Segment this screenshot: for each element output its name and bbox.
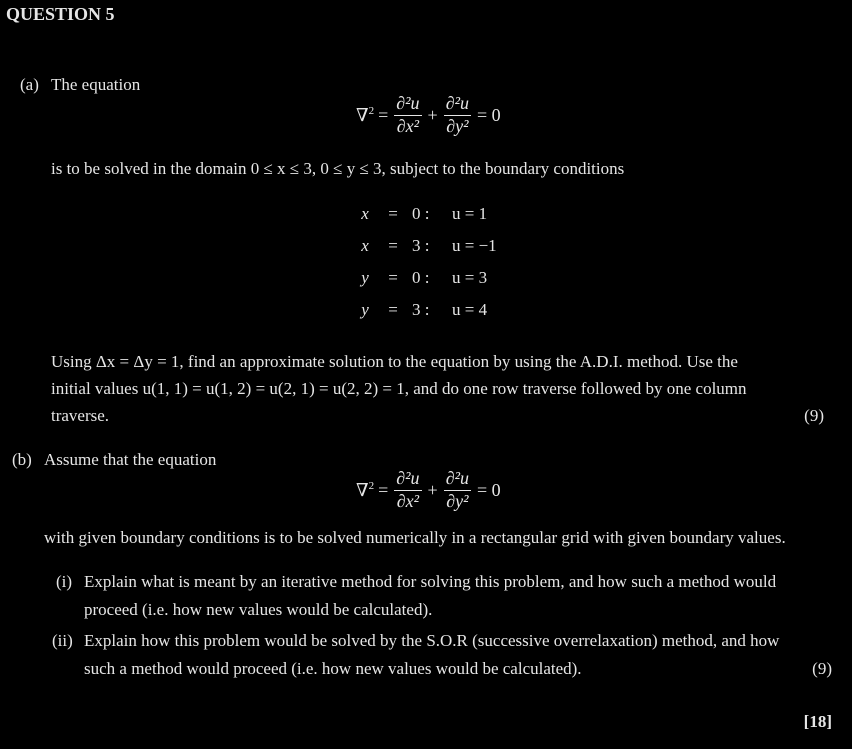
boundary-condition-var: y bbox=[361, 299, 369, 319]
total-marks: [18] bbox=[803, 712, 832, 731]
boundary-condition-val: 3 : bbox=[412, 235, 430, 255]
part-b-sub-ii-line1: Explain how this problem would be solved by the S.O.R (successive overrelaxation) method, and how bbox=[84, 631, 780, 650]
part-a-instructions-line1: Using Δx = Δy = 1, find an approximate solution to the equation by using the A.D.I. method. Use the bbox=[51, 352, 738, 371]
nabla-symbol: ∇$^2$ bbox=[356, 479, 375, 500]
boundary-condition-row bbox=[356, 230, 532, 262]
question-title: QUESTION 5 bbox=[6, 4, 115, 24]
fraction-d2u-dy2: $\frac{\text{∂²u}}{\text{∂y²}}$ bbox=[445, 468, 469, 511]
part-a-domain-text: is to be solved in the domain 0 ≤ x ≤ 3, 0 ≤ y ≤ 3, subject to the boundary conditions bbox=[51, 159, 625, 178]
boundary-condition-eq: = bbox=[388, 267, 398, 287]
boundary-condition-val: 3 : bbox=[412, 299, 430, 319]
boundary-condition-eq: = bbox=[388, 235, 398, 255]
part-a-label: (a) bbox=[20, 75, 39, 94]
part-b-sub-i-line1: Explain what is meant by an iterative method for solving this problem, and how such a method would bbox=[84, 572, 777, 591]
fraction-d2u-dy2: $\frac{\text{∂²u}}{\text{∂y²}}$ bbox=[445, 93, 469, 136]
boundary-condition-row bbox=[356, 262, 532, 294]
part-b-sub-ii-line2: such a method would proceed (i.e. how new values would be calculated). bbox=[84, 659, 582, 678]
part-b-sub-i-label: (i) bbox=[56, 572, 73, 591]
boundary-condition-cond: u = 4 bbox=[452, 299, 488, 319]
boundary-condition-var: x bbox=[361, 235, 369, 255]
boundary-condition-row bbox=[356, 198, 532, 230]
part-b-intro: Assume that the equation bbox=[44, 450, 217, 469]
boundary-condition-eq: = bbox=[388, 299, 398, 319]
nabla-symbol: ∇$^2$ bbox=[356, 104, 375, 125]
boundary-condition-var: x bbox=[361, 203, 369, 223]
boundary-condition-eq: = bbox=[388, 203, 398, 223]
boundary-condition-var: y bbox=[361, 267, 369, 287]
boundary-condition-row bbox=[356, 294, 532, 326]
part-a-equation: ∇$^2$ = $\frac{\text{∂²u}}{\text{∂x²}}$ + $\frac{\text{∂²u}}{\text{∂y²}}$ = 0 bbox=[356, 93, 501, 136]
fraction-d2u-dx2: $\frac{\text{∂²u}}{\text{∂x²}}$ bbox=[396, 468, 420, 511]
boundary-condition-val: 0 : bbox=[412, 203, 430, 223]
fraction-d2u-dx2: $\frac{\text{∂²u}}{\text{∂x²}}$ bbox=[396, 93, 420, 136]
boundary-conditions-table bbox=[356, 198, 532, 326]
part-b-text: with given boundary conditions is to be solved numerically in a rectangular grid with given boundary values. bbox=[44, 528, 786, 547]
part-b-sub-ii-label: (ii) bbox=[52, 631, 73, 650]
boundary-condition-val: 0 : bbox=[412, 267, 430, 287]
boundary-condition-cond: u = −1 bbox=[452, 235, 497, 255]
part-b-equation: ∇$^2$ = $\frac{\text{∂²u}}{\text{∂x²}}$ + $\frac{\text{∂²u}}{\text{∂y²}}$ = 0 bbox=[356, 468, 501, 511]
part-b-marks: (9) bbox=[812, 659, 832, 678]
part-b-label: (b) bbox=[12, 450, 32, 469]
part-a-instructions-line3: traverse. bbox=[51, 406, 110, 425]
part-a-intro: The equation bbox=[51, 75, 141, 94]
boundary-condition-cond: u = 1 bbox=[452, 203, 488, 223]
boundary-condition-cond: u = 3 bbox=[452, 267, 488, 287]
part-b-sub-i-line2: proceed (i.e. how new values would be calculated). bbox=[84, 600, 433, 619]
part-a-instructions-line2: initial values u(1, 1) = u(1, 2) = u(2, 1) = u(2, 2) = 1, and do one row traverse followed by one column bbox=[51, 379, 747, 398]
part-a-marks: (9) bbox=[804, 406, 824, 425]
